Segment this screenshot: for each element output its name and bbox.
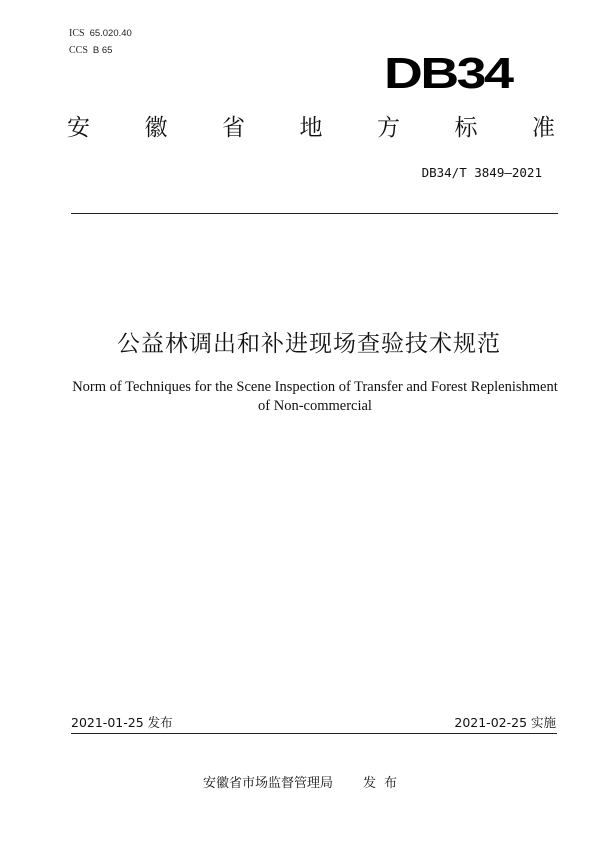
implementation-date: 2021-02-25 实施 [454, 715, 556, 730]
issuer-line [203, 776, 405, 792]
issuer-name: 安徽省市场监督管理局 [203, 776, 334, 791]
bottom-divider [71, 733, 557, 734]
db34-logo: DB34 [384, 49, 512, 98]
title-english-line-1: Norm of Techniques for the Scene Inspection of Transfer and Forest Replenishment [72, 379, 558, 395]
ccs-classification [69, 45, 112, 57]
issuer-action: 发布 [363, 776, 406, 791]
standard-type-char: 地 [299, 115, 323, 141]
ics-label: ICS [69, 28, 85, 39]
standard-number: DB34/T 3849—2021 [421, 165, 542, 180]
standard-type-heading [67, 114, 555, 142]
ccs-code: B 65 [92, 45, 113, 56]
title-english-line-2: of Non-commercial [258, 398, 372, 414]
issue-date: 2021-01-25 发布 [71, 715, 173, 730]
ics-classification [69, 28, 132, 40]
standard-type-char: 准 [532, 115, 555, 141]
standard-type-char: 省 [222, 115, 245, 141]
standard-type-char: 方 [377, 115, 400, 141]
standard-type-char: 标 [454, 115, 478, 141]
ics-code: 65.020.40 [89, 28, 132, 39]
title-chinese: 公益林调出和补进现场查验技术规范 [117, 331, 501, 357]
standard-type-char: 安 [67, 115, 90, 141]
top-divider [71, 213, 558, 214]
ccs-label: CCS [69, 45, 88, 56]
standard-type-char: 徽 [144, 115, 168, 141]
